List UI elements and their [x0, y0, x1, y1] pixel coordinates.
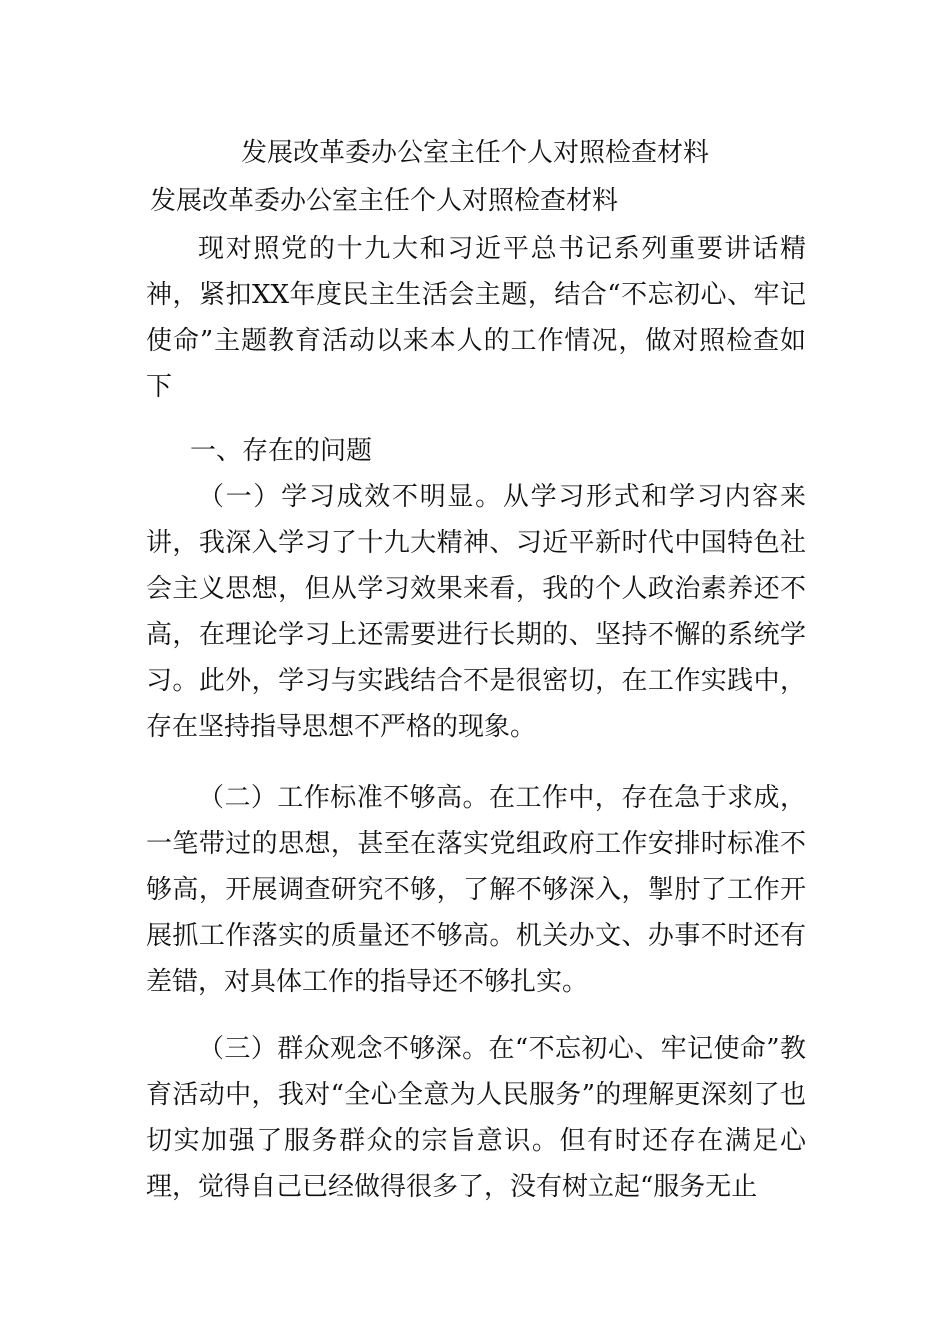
body-paragraph-3: （三）群众观念不够深。在“不忘初心、牢记使命”教育活动中，我对“全心全意为人民服务”的理解更深刻了也切实加强了服务群众的宗旨意识。但有时还存在满足心理，觉得自己已经做得很多了，没有树立起“服务无止: [146, 1034, 806, 1202]
body-paragraph-1: （一）学习成效不明显。从学习形式和学习内容来讲，我深入学习了十九大精神、习近平新时代中国特色社会主义思想，但从学习效果来看，我的个人政治素养还不高，在理论学习上还需要进行长期的、坚持不懈的系统学习。此外，学习与实践结合不是很密切，在工作实践中，存在坚持指导思想不严格的现象。: [146, 482, 806, 742]
document-subtitle: 发展改革委办公室主任个人对照检查材料: [150, 186, 619, 216]
document-title: 发展改革委办公室主任个人对照检查材料: [240, 138, 709, 168]
body-paragraph-2: （二）工作标准不够高。在工作中，存在急于求成，一笔带过的思想，甚至在落实党组政府工作安排时标准不够高，开展调查研究不够，了解不够深入，掣肘了工作开展抓工作落实的质量还不够高。机关办文、办事不时还有差错，对具体工作的指导还不够扎实。: [146, 783, 806, 997]
intro-paragraph: 现对照党的十九大和习近平总书记系列重要讲话精神，紧扣XX年度民主生活会主题，结合“不忘初心、牢记使命”主题教育活动以来本人的工作情况，做对照检查如下: [146, 234, 806, 402]
section-heading: 一、存在的问题: [190, 436, 373, 466]
